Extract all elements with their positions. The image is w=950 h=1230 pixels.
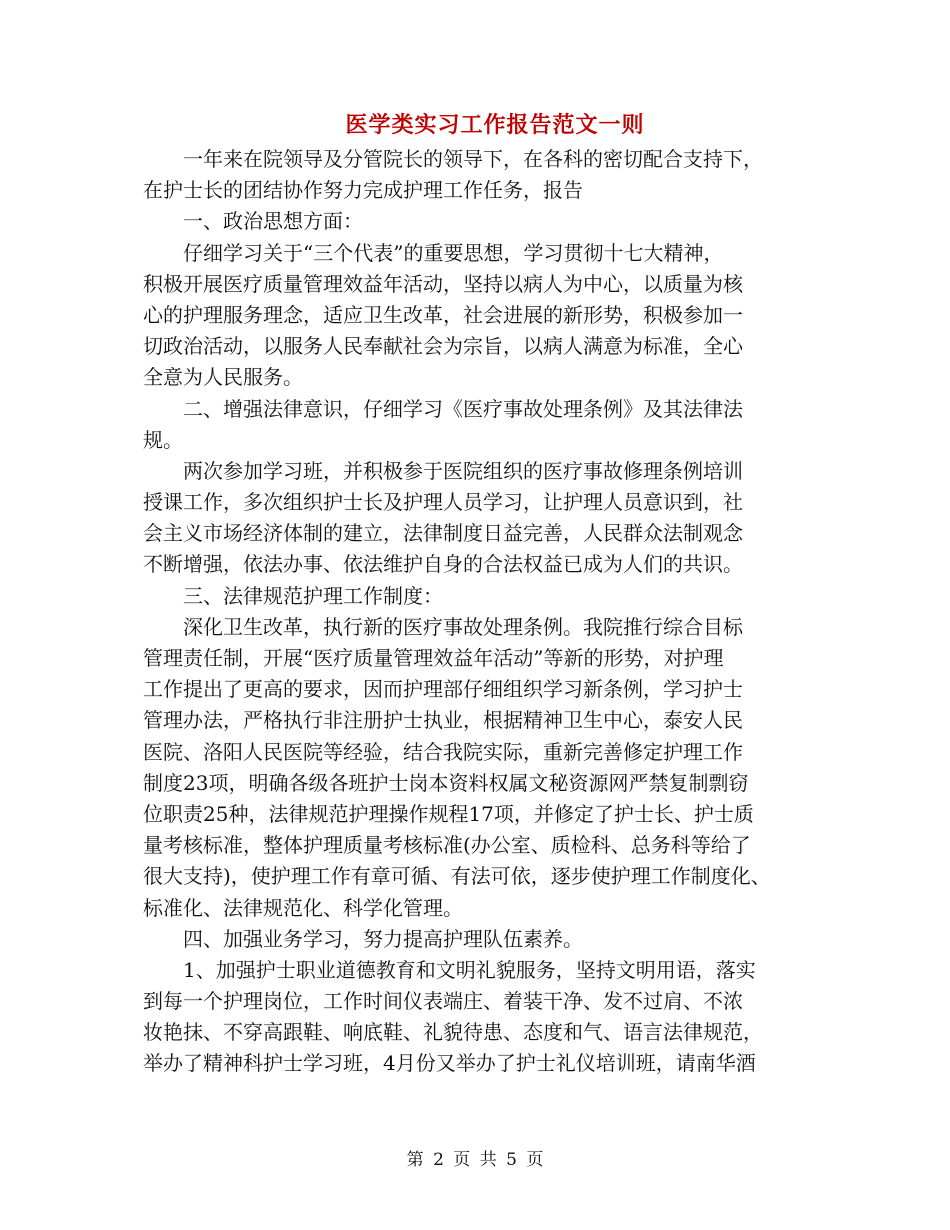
body-line: 深化卫生改革，执行新的医疗事故处理条例。我院推行综合目标 (143, 614, 743, 639)
body-line: 四、加强业务学习，努力提高护理队伍素养。 (143, 926, 583, 951)
body-line: 不断增强，依法办事、依法维护自身的合法权益已成为人们的共识。 (143, 552, 743, 577)
body-line: 仔细学习关于“三个代表”的重要思想，学习贯彻十七大精神， (143, 240, 724, 265)
body-line: 制度23项，明确各级各班护士岗本资料权属文秘资源网严禁复制剽窃 (143, 770, 749, 795)
body-line: 妆艳抹、不穿高跟鞋、响底鞋、礼貌待患、态度和气、语言法律规范， (143, 1020, 763, 1045)
body-line: 两次参加学习班，并积极参于医院组织的医疗事故修理条例培训 (143, 458, 743, 483)
body-line: 一、政治思想方面： (143, 209, 363, 234)
body-line: 一年来在院领导及分管院长的领导下，在各科的密切配合支持下， (143, 147, 763, 171)
body-line: 举办了精神科护士学习班，4月份又举办了护士礼仪培训班，请南华酒 (143, 1051, 756, 1076)
body-line: 管理办法，严格执行非注册护士执业，根据精神卫生中心，泰安人民 (143, 708, 743, 733)
body-line: 规。 (143, 427, 183, 452)
body-line: 在护士长的团结协作努力完成护理工作任务，报告 (143, 178, 583, 203)
document-title: 医学类实习工作报告范文一则 (345, 112, 645, 138)
body-line: 量考核标准，整体护理质量考核标准(办公室、质检科、总务科等给了 (143, 833, 751, 858)
body-line: 授课工作，多次组织护士长及护理人员学习，让护理人员意识到，社 (143, 490, 743, 515)
body-line: 积极开展医疗质量管理效益年活动，坚持以病人为中心，以质量为核 (143, 271, 743, 296)
body-line: 工作提出了更高的要求，因而护理部仔细组织学习新条例，学习护士 (143, 677, 743, 702)
body-line: 二、增强法律意识，仔细学习《医疗事故处理条例》及其法律法 (143, 396, 743, 421)
page-footer: 第 2 页 共 5 页 (406, 1150, 544, 1170)
body-line: 到每一个护理岗位，工作时间仪表端庄、着装干净、发不过肩、不浓 (143, 989, 743, 1014)
body-line: 心的护理服务理念，适应卫生改革，社会进展的新形势，积极参加一 (143, 302, 743, 327)
body-line: 切政治活动，以服务人民奉献社会为宗旨，以病人满意为标准，全心 (143, 334, 743, 359)
body-line: 管理责任制，开展“医疗质量管理效益年活动”等新的形势，对护理 (143, 646, 724, 670)
body-line: 很大支持)，使护理工作有章可循、有法可依，逐步使护理工作制度化、 (143, 864, 771, 889)
body-line: 位职责25种，法律规范护理操作规程17项，并修定了护士长、护士质 (143, 801, 754, 826)
body-line: 会主义市场经济体制的建立，法律制度日益完善，人民群众法制观念 (143, 521, 743, 546)
document-body (143, 144, 823, 1080)
body-line: 全意为人民服务。 (143, 365, 303, 390)
body-line: 医院、洛阳人民医院等经验，结合我院实际，重新完善修定护理工作 (143, 739, 743, 764)
body-line: 标准化、法律规范化、科学化管理。 (143, 895, 463, 920)
body-line: 1、加强护士职业道德教育和文明礼貌服务，坚持文明用语，落实 (143, 957, 756, 982)
body-line: 三、法律规范护理工作制度： (143, 583, 443, 608)
